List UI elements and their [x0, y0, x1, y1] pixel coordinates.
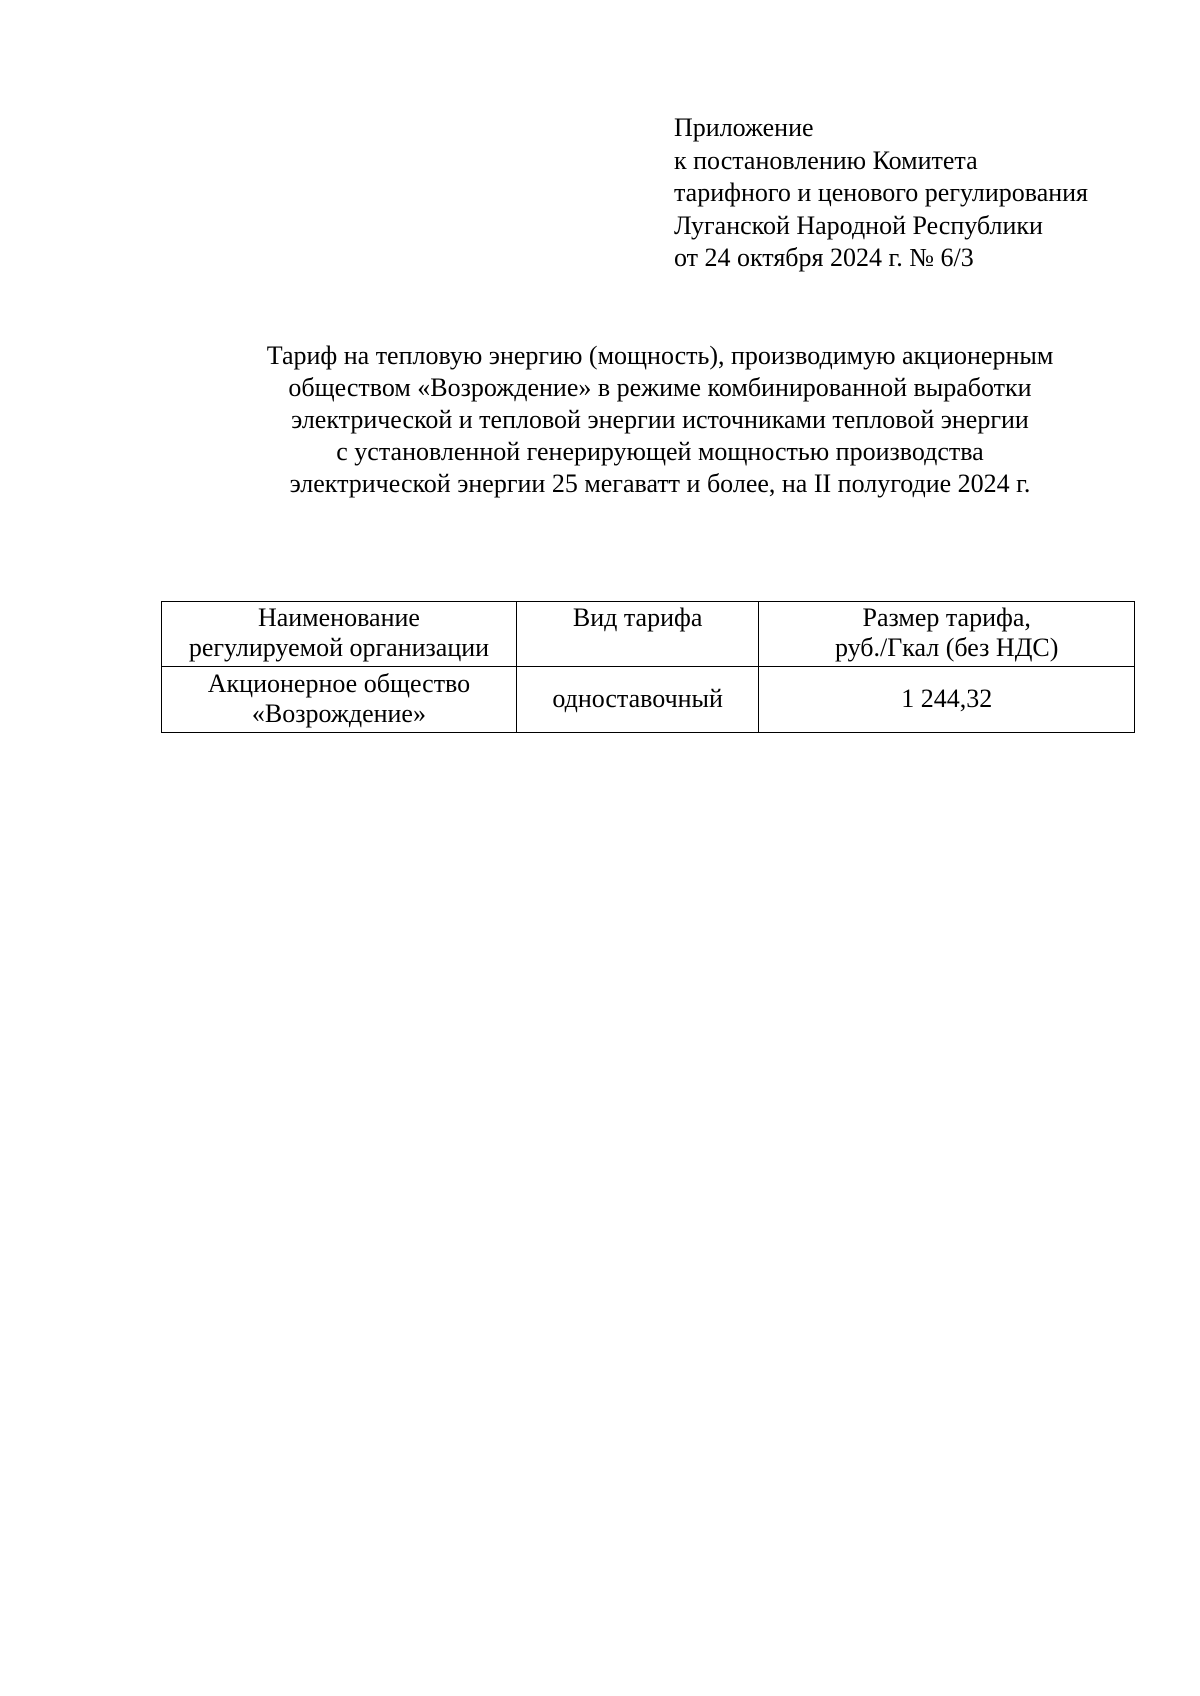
table-header-row [162, 602, 1135, 667]
table-row [162, 667, 1135, 733]
title-line: электрической и тепловой энергии источниками тепловой энергии [291, 405, 1029, 434]
title-line: с установленной генерирующей мощностью производства [336, 437, 984, 466]
appendix-line: Луганской Народной Республики [674, 210, 1043, 240]
appendix-block [674, 112, 1088, 275]
cell-organization: Акционерное общество «Возрождение» [162, 667, 517, 733]
appendix-line: к постановлению Комитета [674, 145, 978, 175]
title-line: электрической энергии 25 мегаватт и более, на II полугодие 2024 г. [289, 469, 1031, 498]
header-organization: Наименование регулируемой организации [162, 602, 517, 667]
title-line: обществом «Возрождение» в режиме комбинированной выработки [288, 373, 1032, 402]
appendix-line: от 24 октября 2024 г. № 6/3 [674, 243, 974, 272]
title-line: Тариф на тепловую энергию (мощность), производимую акционерным [266, 341, 1054, 370]
appendix-line: тарифного и ценового регулирования [674, 178, 1089, 207]
header-tariff-value: Размер тарифа, руб./Гкал (без НДС) [759, 602, 1135, 667]
header-tariff-type: Вид тарифа [516, 602, 759, 667]
cell-tariff-type: одноставочный [516, 667, 759, 733]
cell-tariff-value: 1 244,32 [759, 667, 1135, 733]
document-title [160, 340, 1160, 500]
tariff-table [161, 601, 1135, 733]
appendix-line: Приложение [674, 113, 814, 142]
